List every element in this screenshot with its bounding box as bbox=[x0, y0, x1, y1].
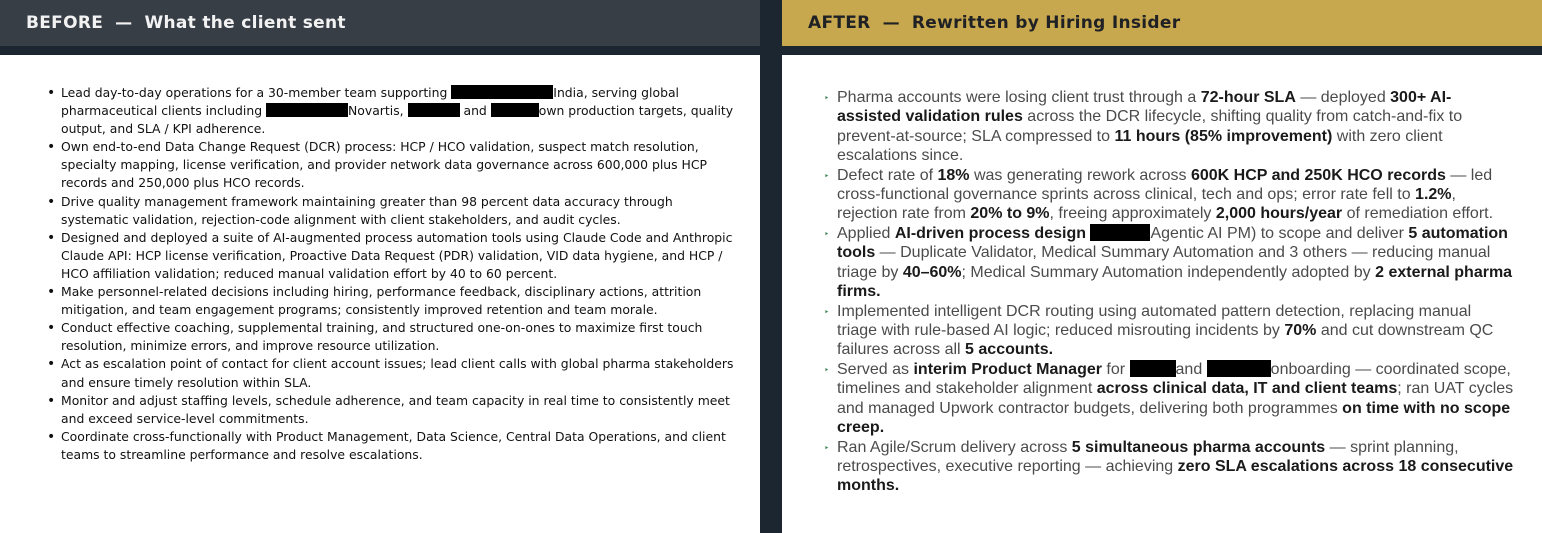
after-highlight: 600K HCP and 250K HCO records bbox=[1190, 166, 1446, 184]
after-text: ; ran UAT cycles and managed Upwork contractor budgets, delivering both programmes bbox=[837, 380, 1514, 417]
after-highlight: 18% bbox=[937, 166, 970, 184]
before-label: BEFORE bbox=[26, 13, 104, 33]
before-bullet: • Conduct effective coaching, supplemental training, and structured one-on-ones to maximize first touch resolution, minimize errors, and improve resource utilization. bbox=[45, 319, 735, 355]
before-bullet: • Act as escalation point of contact for client account issues; lead client calls with global pharma stakeholders and ensure timely resolution within SLA. bbox=[45, 355, 735, 391]
after-highlight: 11 hours (85% improvement) bbox=[1114, 127, 1333, 145]
triangle-bullet-icon: ‣ bbox=[824, 93, 830, 103]
before-bullet: • Drive quality management framework maintaining greater than 98 percent data accuracy through systematic validation, rejection-code alignment with client stakeholders, and audit cycles. bbox=[45, 193, 735, 229]
before-header bbox=[0, 0, 760, 46]
before-text: Novartis, bbox=[348, 103, 408, 119]
redaction-block bbox=[408, 103, 460, 117]
after-text: ; Medical Summary Automation independently adopted by bbox=[961, 263, 1376, 281]
after-text: of remediation effort. bbox=[1342, 205, 1494, 223]
after-text: Defect rate of bbox=[837, 166, 938, 184]
before-bullet: • Own end-to-end Data Change Request (DCR) process: HCP / HCO validation, suspect match resolution, specialty mapping, license verification, and provider network data governance across 600,000 plus HCP records and 250,000 plus HCO records. bbox=[45, 138, 735, 192]
after-highlight: 5 simultaneous pharma accounts bbox=[1071, 438, 1326, 456]
after-text: Ran Agile/Scrum delivery across bbox=[837, 438, 1072, 456]
before-bullet-list bbox=[45, 84, 735, 464]
after-highlight: 1.2% bbox=[1415, 185, 1452, 203]
redaction-block bbox=[266, 103, 348, 117]
before-divider-band bbox=[0, 46, 760, 55]
after-highlight: 5 accounts. bbox=[965, 341, 1054, 359]
after-highlight: across clinical data, IT and client teams bbox=[1096, 380, 1398, 398]
after-bullet bbox=[824, 302, 1514, 360]
redaction-block bbox=[491, 103, 539, 117]
after-highlight: 20% to 9% bbox=[970, 205, 1050, 223]
redaction-block bbox=[1090, 224, 1150, 241]
after-bullet bbox=[824, 88, 1514, 165]
after-text: was generating rework across bbox=[969, 166, 1191, 184]
before-bullet: • Make personnel-related decisions including hiring, performance feedback, disciplinary actions, attrition mitigation, and team engagement programs; consistently improved retention and team morale. bbox=[45, 283, 735, 319]
after-highlight: 5 automation tools bbox=[837, 225, 1508, 262]
after-text: — sprint planning, retrospectives, executive reporting — achieving bbox=[837, 438, 1459, 476]
after-bullet-list bbox=[824, 88, 1514, 496]
after-separator: — bbox=[882, 13, 900, 33]
after-highlight: 40–60% bbox=[902, 263, 962, 281]
redaction-block bbox=[1130, 360, 1176, 377]
after-text: Served as bbox=[837, 361, 914, 379]
after-text: Applied bbox=[837, 225, 895, 243]
redaction-block bbox=[1207, 360, 1271, 377]
after-text: across the DCR lifecycle, shifting quality from catch-and-fix to prevent-at-source; SLA compressed to bbox=[837, 108, 1463, 145]
after-highlight: on time with no scope creep. bbox=[837, 399, 1511, 437]
triangle-bullet-icon: ‣ bbox=[824, 442, 830, 453]
after-bullet bbox=[824, 224, 1514, 301]
after-text: onboarding — coordinated scope, timelines and stakeholder alignment bbox=[837, 361, 1511, 398]
after-text: for bbox=[1101, 361, 1130, 379]
after-text: , rejection rate from bbox=[837, 185, 1456, 223]
after-text: — deployed bbox=[1295, 89, 1391, 106]
after-divider-band bbox=[782, 46, 1542, 55]
triangle-bullet-icon: ‣ bbox=[824, 365, 830, 376]
after-highlight: interim Product Manager bbox=[913, 361, 1102, 379]
after-highlight: 2 external pharma firms. bbox=[837, 263, 1513, 300]
after-text: Implemented intelligent DCR routing using automated pattern detection, replacing manual triage with rule-based AI logic; reduced misrouting incidents by bbox=[837, 302, 1472, 340]
after-highlight: zero SLA escalations across 18 consecutive months. bbox=[837, 458, 1514, 495]
after-text: with zero client escalations since. bbox=[837, 127, 1443, 164]
after-text: and bbox=[1175, 361, 1207, 379]
after-highlight: 300+ AI-assisted validation rules bbox=[837, 89, 1452, 126]
after-bullet bbox=[824, 360, 1514, 437]
before-text: and bbox=[459, 103, 491, 119]
before-bullet: • Designed and deployed a suite of AI-augmented process automation tools using Claude Code and Anthropic Claude API: HCP license verification, Proactive Data Request (PDR) validation, VID data hygiene, and HCP / HCO affiliation validation; reduced manual validation effort by 40 to 60 percent. bbox=[45, 229, 735, 283]
before-text: India, serving global pharmaceutical clients including bbox=[61, 85, 679, 119]
after-highlight: 2,000 hours/year bbox=[1215, 205, 1343, 223]
after-text: — Duplicate Validator, Medical Summary Automation and 3 others — reducing manual triage by bbox=[837, 244, 1491, 281]
redaction-block bbox=[451, 85, 553, 99]
triangle-bullet-icon: ‣ bbox=[824, 170, 830, 181]
after-subtitle: Rewritten by Hiring Insider bbox=[911, 13, 1181, 33]
triangle-bullet-icon: ‣ bbox=[824, 306, 830, 317]
after-bullet bbox=[824, 166, 1514, 224]
after-header bbox=[782, 0, 1542, 46]
triangle-bullet-icon: ‣ bbox=[824, 229, 830, 240]
before-bullet bbox=[45, 84, 735, 138]
before-bullet: • Monitor and adjust staffing levels, schedule adherence, and team capacity in real time to consistently meet and exceed service-level commitments. bbox=[45, 392, 735, 428]
before-bullet: • Coordinate cross-functionally with Product Management, Data Science, Central Data Operations, and client teams to streamline performance and resolve escalations. bbox=[45, 428, 735, 464]
after-text: , freeing approximately bbox=[1049, 205, 1216, 223]
after-text: — led cross-functional governance sprints across clinical, tech and ops; error rate fell to bbox=[837, 166, 1493, 203]
after-highlight: AI-driven process design bbox=[894, 225, 1086, 243]
before-text: own production targets, quality output, and SLA / KPI adherence. bbox=[61, 103, 734, 137]
after-text: Pharma accounts were losing client trust through a bbox=[837, 89, 1201, 106]
after-label: AFTER bbox=[808, 13, 871, 33]
before-text: Lead day-to-day operations for a 30-member team supporting bbox=[61, 85, 452, 100]
before-separator: — bbox=[115, 13, 133, 33]
before-subtitle: What the client sent bbox=[144, 13, 346, 33]
after-text: and cut downstream QC failures across all bbox=[837, 322, 1494, 359]
after-highlight: 72-hour SLA bbox=[1200, 89, 1296, 106]
after-bullet bbox=[824, 438, 1514, 496]
after-text: Agentic AI PM) to scope and deliver bbox=[1150, 225, 1409, 243]
after-highlight: 70% bbox=[1284, 322, 1317, 340]
